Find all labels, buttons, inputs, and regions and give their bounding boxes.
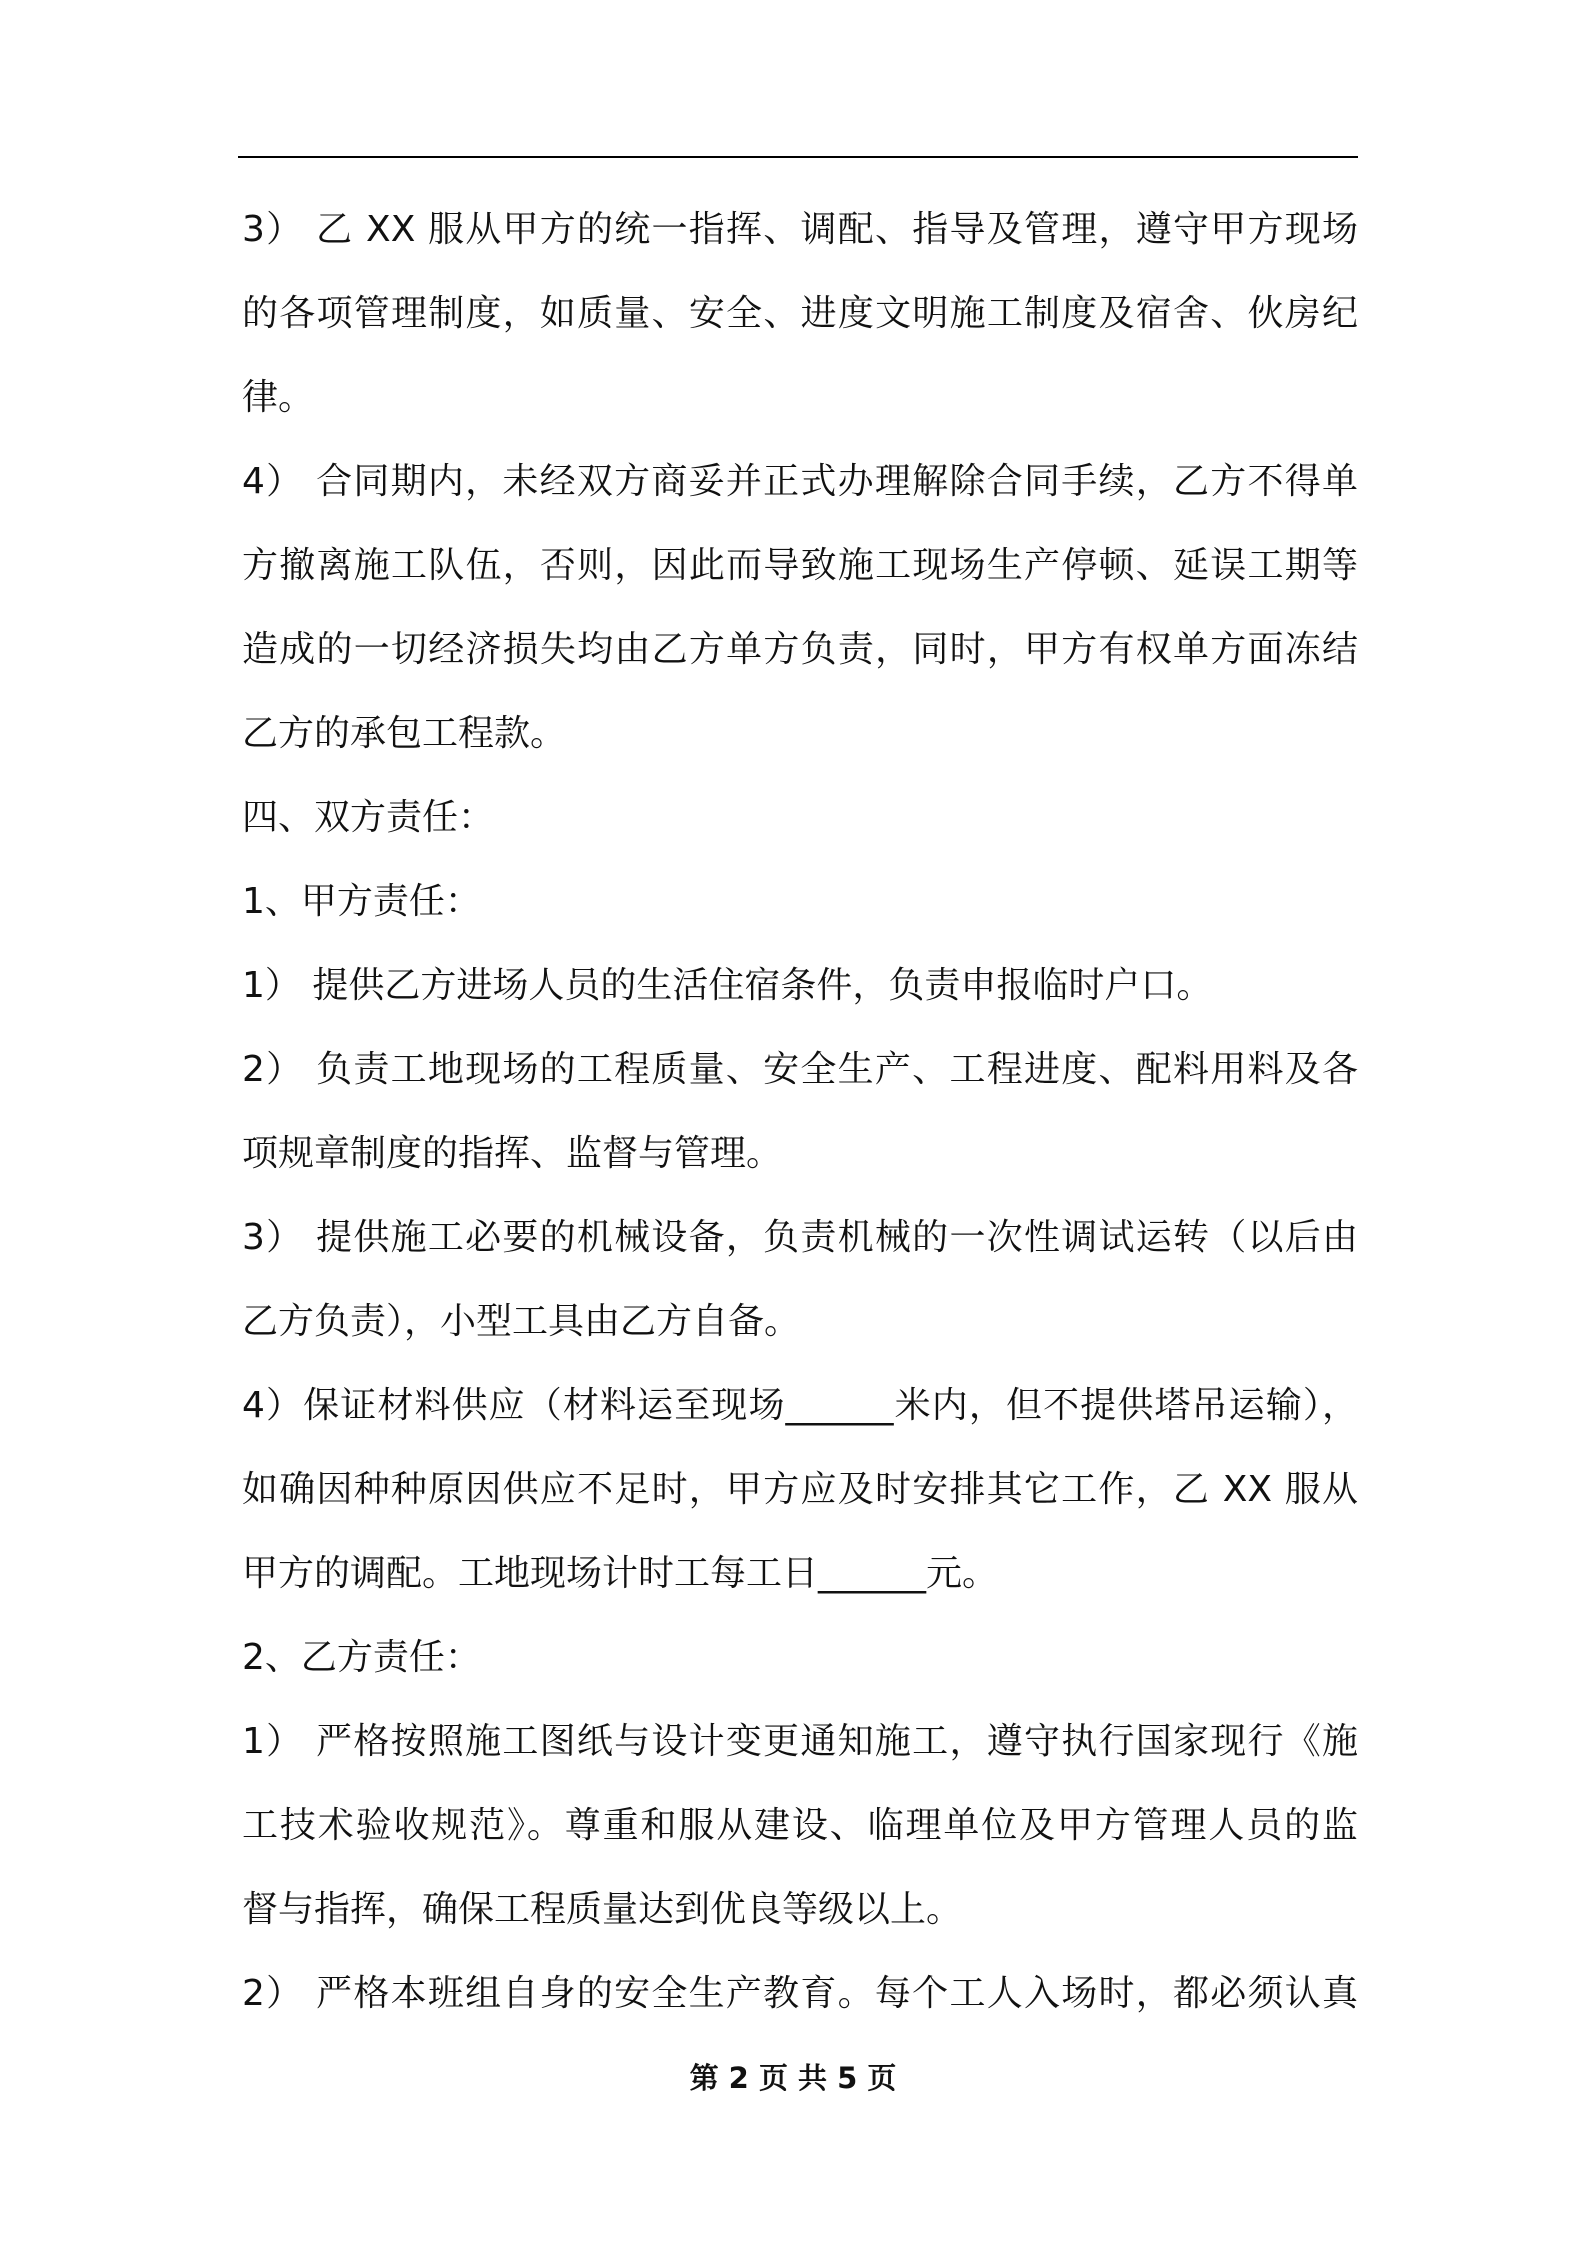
subsection-heading: 1、甲方责任： bbox=[242, 881, 481, 922]
text-line: 方撤离施工队伍，否则，因此而导致施工现场生产停顿、延误工期等 bbox=[242, 545, 1358, 586]
text-line: 3） 乙 XX 服从甲方的统一指挥、调配、指导及管理，遵守甲方现场 bbox=[242, 209, 1358, 250]
text-line: 乙方的承包工程款。 bbox=[242, 713, 567, 754]
text-line: 工技术验收规范》。尊重和服从建设、临理单位及甲方管理人员的监 bbox=[242, 1805, 1358, 1846]
subsection-heading: 2、乙方责任： bbox=[242, 1637, 481, 1678]
text-line: 造成的一切经济损失均由乙方单方负责，同时，甲方有权单方面冻结 bbox=[242, 629, 1358, 670]
text-line: 1） 严格按照施工图纸与设计变更通知施工，遵守执行国家现行《施 bbox=[242, 1721, 1358, 1762]
text-line: 3） 提供施工必要的机械设备，负责机械的一次性调试运转（以后由 bbox=[242, 1217, 1358, 1258]
text-line: 4） 合同期内，未经双方商妥并正式办理解除合同手续，乙方不得单 bbox=[242, 461, 1358, 502]
section-heading: 四、双方责任： bbox=[242, 797, 495, 838]
header-rule bbox=[238, 156, 1358, 158]
text-line: 2） 严格本班组自身的安全生产教育。每个工人入场时，都必须认真 bbox=[242, 1973, 1358, 2014]
text-line: 1） 提供乙方进场人员的生活住宿条件，负责申报临时户口。 bbox=[242, 965, 1213, 1006]
text-line: 2） 负责工地现场的工程质量、安全生产、工程进度、配料用料及各 bbox=[242, 1049, 1358, 1090]
text-line: 如确因种种原因供应不足时，甲方应及时安排其它工作，乙 XX 服从 bbox=[242, 1469, 1358, 1510]
text-line: 督与指挥，确保工程质量达到优良等级以上。 bbox=[242, 1889, 963, 1930]
text-line: 甲方的调配。工地现场计时工每工日______元。 bbox=[242, 1553, 999, 1594]
text-line: 律。 bbox=[242, 377, 315, 418]
text-line: 项规章制度的指挥、监督与管理。 bbox=[242, 1133, 783, 1174]
text-line: 乙方负责），小型工具由乙方自备。 bbox=[242, 1301, 801, 1342]
text-line: 4）保证材料供应（材料运至现场______米内，但不提供塔吊运输）， bbox=[242, 1385, 1358, 1426]
page-footer: 第 2 页 共 5 页 bbox=[689, 2061, 897, 2095]
text-line: 的各项管理制度，如质量、安全、进度文明施工制度及宿舍、伙房纪 bbox=[242, 293, 1358, 334]
document-body bbox=[242, 188, 1358, 2036]
